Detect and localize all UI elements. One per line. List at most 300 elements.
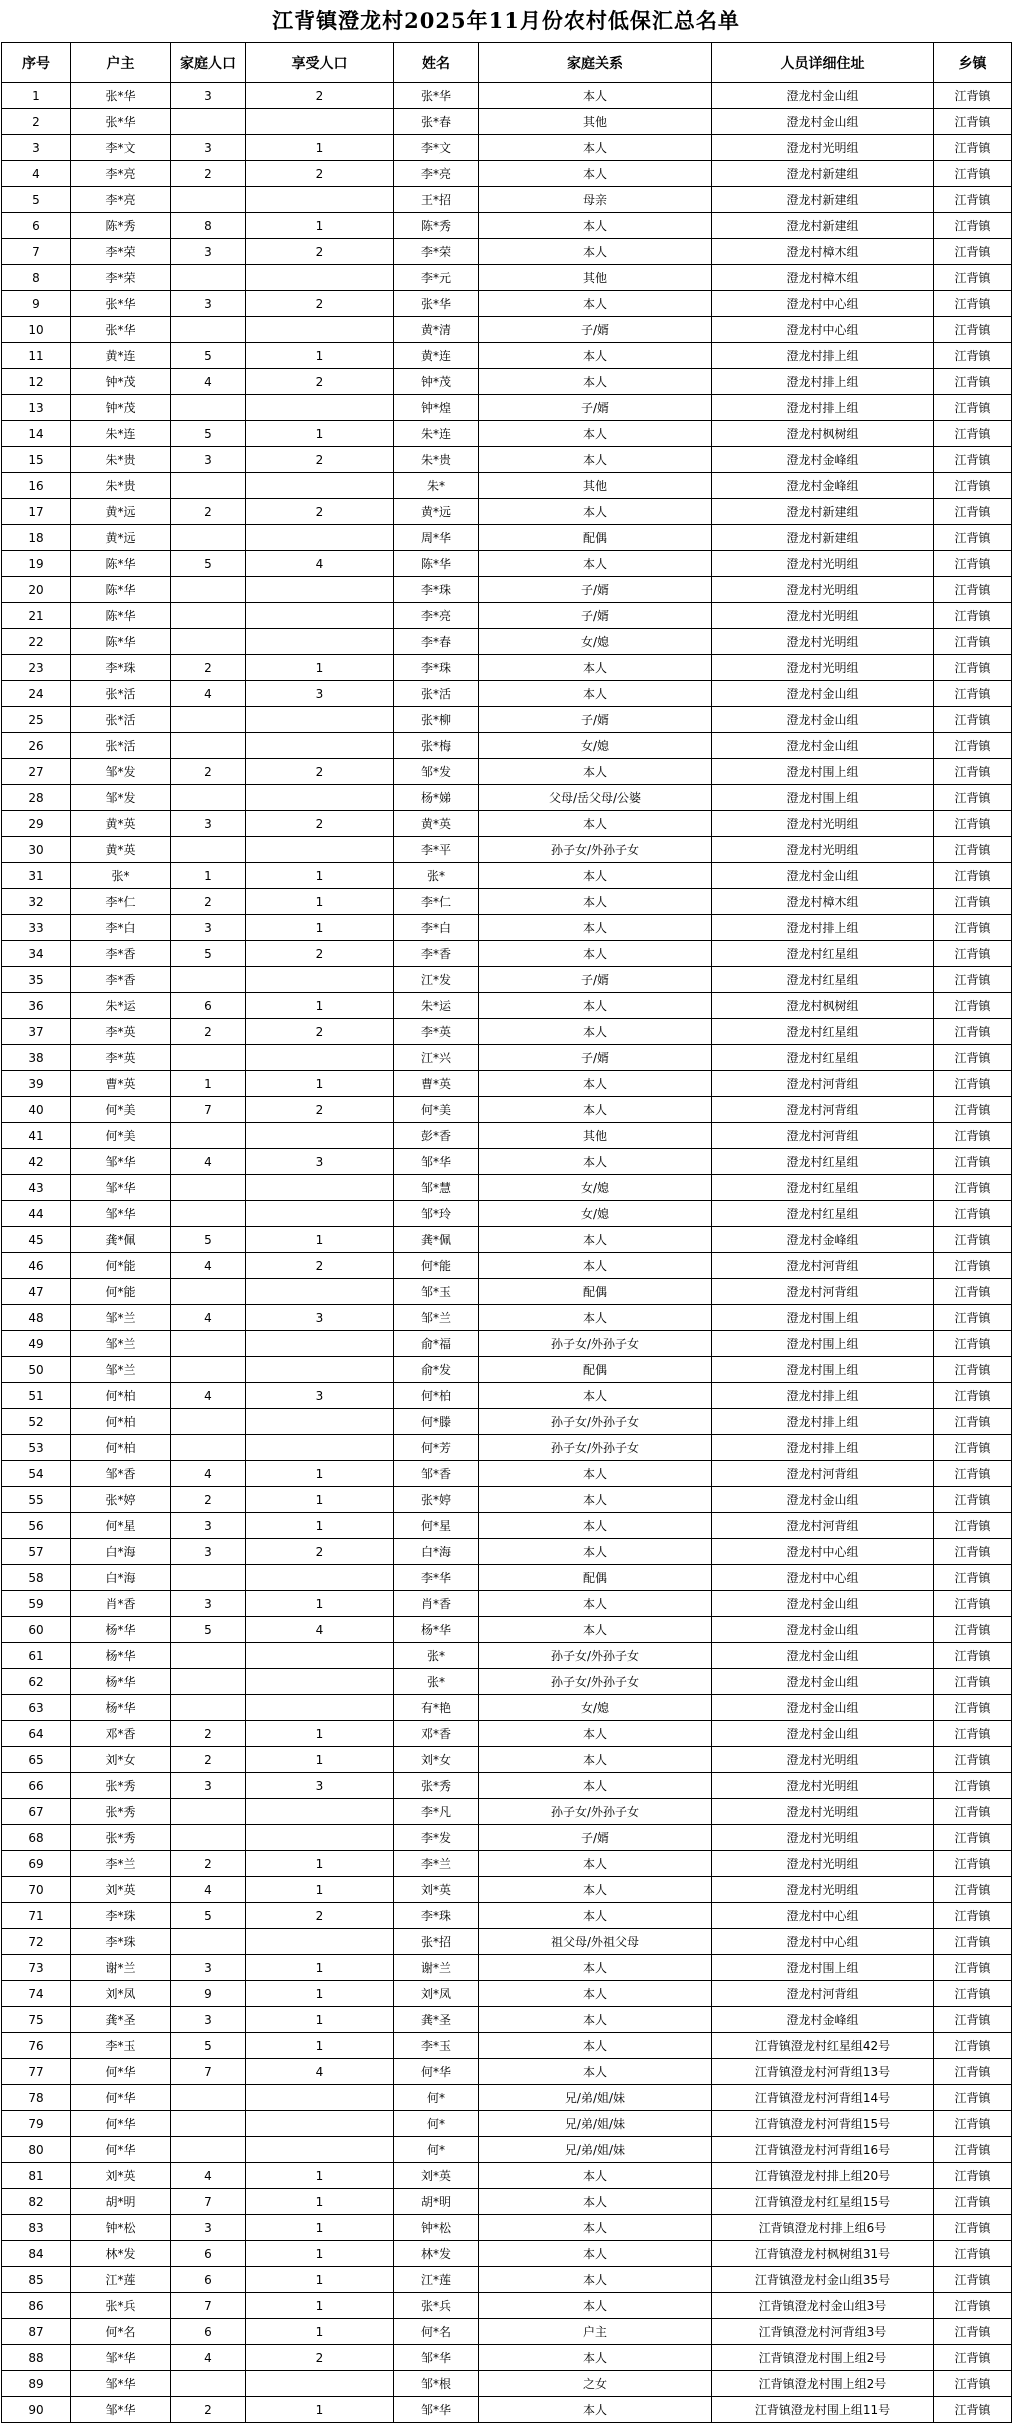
cell-name: 张*招 [394,1929,479,1955]
cell-township: 江背镇 [934,1227,1012,1253]
cell-householder: 黄*英 [71,811,171,837]
cell-householder: 李*亮 [71,187,171,213]
table-row [2,2345,1012,2371]
header-householder: 户主 [71,43,171,83]
cell-family-size: 9 [171,1981,246,2007]
cell-family-size [171,707,246,733]
table-row [2,1071,1012,1097]
cell-relationship: 本人 [479,1591,712,1617]
cell-householder: 张*华 [71,317,171,343]
cell-householder: 张*华 [71,109,171,135]
table-row [2,291,1012,317]
cell-address: 江背镇澄龙村红星组15号 [712,2189,934,2215]
cell-householder: 张* [71,863,171,889]
cell-address: 澄龙村金峰组 [712,473,934,499]
cell-name: 李*发 [394,1825,479,1851]
cell-family-size [171,187,246,213]
cell-name: 李*香 [394,941,479,967]
cell-name: 李*珠 [394,1903,479,1929]
cell-householder: 何*华 [71,2111,171,2137]
cell-beneficiaries: 1 [246,421,394,447]
cell-township: 江背镇 [934,2085,1012,2111]
cell-relationship: 本人 [479,2267,712,2293]
cell-index: 34 [2,941,71,967]
cell-address: 澄龙村河背组 [712,1981,934,2007]
cell-householder: 陈*华 [71,603,171,629]
cell-index: 51 [2,1383,71,1409]
cell-index: 36 [2,993,71,1019]
cell-index: 67 [2,1799,71,1825]
cell-beneficiaries [246,1331,394,1357]
table-row [2,1669,1012,1695]
cell-householder: 张*秀 [71,1773,171,1799]
cell-township: 江背镇 [934,2007,1012,2033]
cell-index: 18 [2,525,71,551]
cell-address: 江背镇澄龙村河背组15号 [712,2111,934,2137]
table-row [2,2397,1012,2423]
table-row [2,915,1012,941]
cell-beneficiaries [246,265,394,291]
cell-family-size [171,1565,246,1591]
cell-beneficiaries: 2 [246,2345,394,2371]
cell-householder: 张*活 [71,681,171,707]
cell-householder: 张*活 [71,707,171,733]
cell-family-size [171,1695,246,1721]
cell-township: 江背镇 [934,785,1012,811]
cell-family-size: 5 [171,1903,246,1929]
cell-index: 15 [2,447,71,473]
cell-township: 江背镇 [934,2267,1012,2293]
cell-householder: 李*英 [71,1019,171,1045]
cell-index: 69 [2,1851,71,1877]
cell-householder: 邹*华 [71,1149,171,1175]
cell-beneficiaries: 1 [246,213,394,239]
cell-index: 54 [2,1461,71,1487]
cell-township: 江背镇 [934,2189,1012,2215]
cell-name: 张*婷 [394,1487,479,1513]
cell-address: 澄龙村河背组 [712,1461,934,1487]
cell-township: 江背镇 [934,681,1012,707]
cell-relationship: 本人 [479,1149,712,1175]
cell-address: 江背镇澄龙村河背组13号 [712,2059,934,2085]
cell-name: 杨*娣 [394,785,479,811]
cell-householder: 陈*华 [71,629,171,655]
table-row [2,811,1012,837]
cell-family-size: 4 [171,1305,246,1331]
cell-name: 何*能 [394,1253,479,1279]
header-family-size: 家庭人口 [171,43,246,83]
cell-name: 李*文 [394,135,479,161]
table-body [2,83,1012,2423]
table-row [2,1695,1012,1721]
cell-beneficiaries: 1 [246,1721,394,1747]
cell-family-size: 2 [171,1721,246,1747]
cell-householder: 邹*华 [71,2371,171,2397]
cell-name: 黄*清 [394,317,479,343]
cell-name: 俞*福 [394,1331,479,1357]
cell-index: 16 [2,473,71,499]
cell-beneficiaries [246,187,394,213]
cell-address: 澄龙村光明组 [712,551,934,577]
cell-index: 9 [2,291,71,317]
cell-address: 澄龙村光明组 [712,837,934,863]
table-row [2,1435,1012,1461]
table-row [2,1175,1012,1201]
cell-address: 江背镇澄龙村河背组16号 [712,2137,934,2163]
cell-relationship: 本人 [479,421,712,447]
table-row [2,83,1012,109]
cell-beneficiaries: 1 [246,1981,394,2007]
table-row [2,759,1012,785]
table-row [2,1279,1012,1305]
cell-index: 66 [2,1773,71,1799]
cell-beneficiaries: 2 [246,161,394,187]
cell-name: 周*华 [394,525,479,551]
cell-relationship: 本人 [479,655,712,681]
cell-address: 江背镇澄龙村围上组2号 [712,2371,934,2397]
cell-householder: 邹*发 [71,785,171,811]
cell-index: 59 [2,1591,71,1617]
cell-index: 27 [2,759,71,785]
cell-householder: 胡*明 [71,2189,171,2215]
cell-name: 朱*贵 [394,447,479,473]
cell-address: 澄龙村红星组 [712,967,934,993]
cell-address: 江背镇澄龙村围上组11号 [712,2397,934,2423]
cell-beneficiaries: 3 [246,1149,394,1175]
cell-index: 81 [2,2163,71,2189]
cell-relationship: 本人 [479,1383,712,1409]
cell-address: 澄龙村金峰组 [712,447,934,473]
cell-township: 江背镇 [934,1955,1012,1981]
cell-township: 江背镇 [934,1149,1012,1175]
cell-family-size: 4 [171,681,246,707]
header-name: 姓名 [394,43,479,83]
cell-name: 龚*佩 [394,1227,479,1253]
cell-address: 澄龙村金山组 [712,109,934,135]
cell-address: 澄龙村枫树组 [712,993,934,1019]
cell-name: 黄*远 [394,499,479,525]
cell-township: 江背镇 [934,265,1012,291]
cell-township: 江背镇 [934,2397,1012,2423]
cell-relationship: 孙子女/外孙子女 [479,837,712,863]
cell-householder: 朱*运 [71,993,171,1019]
cell-family-size: 3 [171,447,246,473]
cell-family-size [171,1201,246,1227]
cell-relationship: 本人 [479,1019,712,1045]
cell-township: 江背镇 [934,1435,1012,1461]
cell-address: 江背镇澄龙村围上组2号 [712,2345,934,2371]
table-row [2,1019,1012,1045]
cell-name: 李*平 [394,837,479,863]
cell-township: 江背镇 [934,1721,1012,1747]
cell-name: 邹*兰 [394,1305,479,1331]
cell-index: 58 [2,1565,71,1591]
table-row [2,265,1012,291]
cell-householder: 江*莲 [71,2267,171,2293]
cell-township: 江背镇 [934,707,1012,733]
cell-address: 澄龙村新建组 [712,525,934,551]
cell-township: 江背镇 [934,343,1012,369]
table-row [2,1955,1012,1981]
table-row [2,1617,1012,1643]
cell-name: 李*元 [394,265,479,291]
cell-beneficiaries [246,1357,394,1383]
cell-township: 江背镇 [934,369,1012,395]
table-row [2,733,1012,759]
cell-address: 澄龙村红星组 [712,1175,934,1201]
cell-family-size: 5 [171,343,246,369]
cell-householder: 钟*茂 [71,395,171,421]
cell-householder: 张*婷 [71,1487,171,1513]
cell-address: 澄龙村红星组 [712,1201,934,1227]
cell-beneficiaries: 1 [246,2293,394,2319]
cell-address: 澄龙村河背组 [712,1279,934,1305]
cell-address: 澄龙村围上组 [712,1331,934,1357]
cell-name: 何*华 [394,2059,479,2085]
table-header-row [2,43,1012,83]
cell-name: 朱* [394,473,479,499]
table-row [2,1305,1012,1331]
cell-householder: 李*珠 [71,1929,171,1955]
cell-index: 21 [2,603,71,629]
cell-family-size: 5 [171,1617,246,1643]
cell-relationship: 子/婿 [479,967,712,993]
cell-householder: 张*兵 [71,2293,171,2319]
cell-township: 江背镇 [934,629,1012,655]
table-row [2,1097,1012,1123]
cell-address: 澄龙村光明组 [712,1747,934,1773]
cell-relationship: 女/媳 [479,733,712,759]
cell-name: 邹*华 [394,2345,479,2371]
cell-relationship: 之女 [479,2371,712,2397]
cell-address: 澄龙村新建组 [712,499,934,525]
cell-relationship: 本人 [479,551,712,577]
cell-township: 江背镇 [934,1695,1012,1721]
cell-beneficiaries: 1 [246,889,394,915]
cell-index: 63 [2,1695,71,1721]
cell-householder: 刘*凤 [71,1981,171,2007]
cell-township: 江背镇 [934,577,1012,603]
cell-index: 24 [2,681,71,707]
cell-name: 何*星 [394,1513,479,1539]
cell-family-size: 5 [171,2033,246,2059]
cell-householder: 何*能 [71,1253,171,1279]
cell-family-size: 3 [171,291,246,317]
cell-township: 江背镇 [934,2111,1012,2137]
cell-name: 王*招 [394,187,479,213]
header-township: 乡镇 [934,43,1012,83]
cell-address: 澄龙村河背组 [712,1071,934,1097]
cell-name: 李*珠 [394,655,479,681]
cell-beneficiaries [246,785,394,811]
cell-householder: 李*仁 [71,889,171,915]
cell-beneficiaries: 4 [246,2059,394,2085]
cell-relationship: 祖父母/外祖父母 [479,1929,712,1955]
cell-address: 澄龙村红星组 [712,1149,934,1175]
cell-name: 刘*英 [394,2163,479,2189]
cell-family-size: 3 [171,83,246,109]
cell-relationship: 本人 [479,811,712,837]
cell-index: 49 [2,1331,71,1357]
cell-township: 江背镇 [934,1851,1012,1877]
cell-township: 江背镇 [934,1487,1012,1513]
table-row [2,1487,1012,1513]
cell-township: 江背镇 [934,1357,1012,1383]
cell-name: 张*华 [394,83,479,109]
cell-relationship: 孙子女/外孙子女 [479,1331,712,1357]
cell-index: 65 [2,1747,71,1773]
cell-name: 李*英 [394,1019,479,1045]
cell-householder: 谢*兰 [71,1955,171,1981]
cell-address: 澄龙村樟木组 [712,889,934,915]
cell-address: 澄龙村金峰组 [712,2007,934,2033]
cell-beneficiaries [246,1409,394,1435]
cell-index: 17 [2,499,71,525]
cell-beneficiaries: 1 [246,2163,394,2189]
cell-beneficiaries: 1 [246,2189,394,2215]
cell-township: 江背镇 [934,863,1012,889]
cell-beneficiaries: 1 [246,2215,394,2241]
cell-beneficiaries [246,395,394,421]
cell-township: 江背镇 [934,421,1012,447]
cell-relationship: 其他 [479,1123,712,1149]
cell-name: 李*亮 [394,603,479,629]
cell-beneficiaries: 1 [246,2007,394,2033]
cell-householder: 张*华 [71,83,171,109]
cell-householder: 何*柏 [71,1435,171,1461]
cell-relationship: 本人 [479,1877,712,1903]
cell-householder: 朱*连 [71,421,171,447]
cell-beneficiaries: 1 [246,1071,394,1097]
cell-address: 澄龙村中心组 [712,317,934,343]
cell-index: 23 [2,655,71,681]
cell-relationship: 本人 [479,2215,712,2241]
cell-family-size: 7 [171,1097,246,1123]
cell-township: 江背镇 [934,1825,1012,1851]
cell-address: 澄龙村金山组 [712,681,934,707]
cell-relationship: 本人 [479,1097,712,1123]
cell-index: 14 [2,421,71,447]
cell-householder: 李*荣 [71,239,171,265]
cell-index: 2 [2,109,71,135]
cell-family-size [171,629,246,655]
cell-address: 澄龙村围上组 [712,1955,934,1981]
cell-family-size [171,525,246,551]
cell-householder: 何*名 [71,2319,171,2345]
cell-relationship: 本人 [479,889,712,915]
cell-beneficiaries: 2 [246,1539,394,1565]
cell-family-size: 3 [171,915,246,941]
cell-township: 江背镇 [934,525,1012,551]
cell-beneficiaries: 1 [246,863,394,889]
cell-family-size [171,733,246,759]
table-row [2,1227,1012,1253]
cell-relationship: 本人 [479,239,712,265]
cell-index: 20 [2,577,71,603]
cell-index: 26 [2,733,71,759]
cell-family-size: 1 [171,1071,246,1097]
cell-beneficiaries: 2 [246,759,394,785]
cell-relationship: 本人 [479,2293,712,2319]
cell-family-size [171,1929,246,1955]
header-relationship: 家庭关系 [479,43,712,83]
cell-family-size: 4 [171,2163,246,2189]
cell-name: 刘*英 [394,1877,479,1903]
cell-relationship: 本人 [479,1617,712,1643]
cell-family-size: 5 [171,1227,246,1253]
cell-township: 江背镇 [934,733,1012,759]
cell-address: 澄龙村光明组 [712,655,934,681]
cell-family-size: 1 [171,863,246,889]
table-row [2,1409,1012,1435]
cell-beneficiaries: 2 [246,811,394,837]
cell-relationship: 配偶 [479,525,712,551]
cell-family-size [171,1825,246,1851]
cell-householder: 刘*女 [71,1747,171,1773]
cell-beneficiaries [246,1929,394,1955]
cell-township: 江背镇 [934,2163,1012,2189]
table-row [2,1903,1012,1929]
table-row [2,2137,1012,2163]
cell-name: 张*春 [394,109,479,135]
cell-beneficiaries: 1 [246,1877,394,1903]
cell-index: 79 [2,2111,71,2137]
cell-township: 江背镇 [934,2293,1012,2319]
cell-township: 江背镇 [934,2319,1012,2345]
cell-township: 江背镇 [934,1331,1012,1357]
cell-beneficiaries: 2 [246,1903,394,1929]
cell-householder: 黄*英 [71,837,171,863]
cell-township: 江背镇 [934,1929,1012,1955]
cell-family-size: 2 [171,1487,246,1513]
cell-beneficiaries: 3 [246,681,394,707]
cell-beneficiaries: 1 [246,993,394,1019]
cell-township: 江背镇 [934,2215,1012,2241]
table-row [2,1513,1012,1539]
cell-beneficiaries [246,629,394,655]
cell-relationship: 本人 [479,1253,712,1279]
cell-township: 江背镇 [934,941,1012,967]
cell-address: 澄龙村金山组 [712,1669,934,1695]
table-row [2,213,1012,239]
cell-family-size [171,1799,246,1825]
cell-relationship: 本人 [479,1747,712,1773]
cell-index: 85 [2,2267,71,2293]
cell-index: 76 [2,2033,71,2059]
cell-index: 70 [2,1877,71,1903]
cell-address: 江背镇澄龙村红星组42号 [712,2033,934,2059]
cell-relationship: 母亲 [479,187,712,213]
cell-relationship: 其他 [479,265,712,291]
cell-address: 澄龙村河背组 [712,1513,934,1539]
cell-householder: 何*华 [71,2059,171,2085]
cell-householder: 何*柏 [71,1409,171,1435]
cell-family-size: 4 [171,1253,246,1279]
cell-address: 澄龙村中心组 [712,1565,934,1591]
cell-relationship: 子/婿 [479,603,712,629]
cell-name: 张*兵 [394,2293,479,2319]
cell-family-size: 4 [171,1383,246,1409]
cell-index: 82 [2,2189,71,2215]
cell-householder: 李*亮 [71,161,171,187]
cell-township: 江背镇 [934,889,1012,915]
cell-relationship: 女/媳 [479,629,712,655]
cell-name: 江*莲 [394,2267,479,2293]
cell-index: 78 [2,2085,71,2111]
cell-name: 张*华 [394,291,479,317]
cell-householder: 邹*香 [71,1461,171,1487]
table-row [2,2007,1012,2033]
